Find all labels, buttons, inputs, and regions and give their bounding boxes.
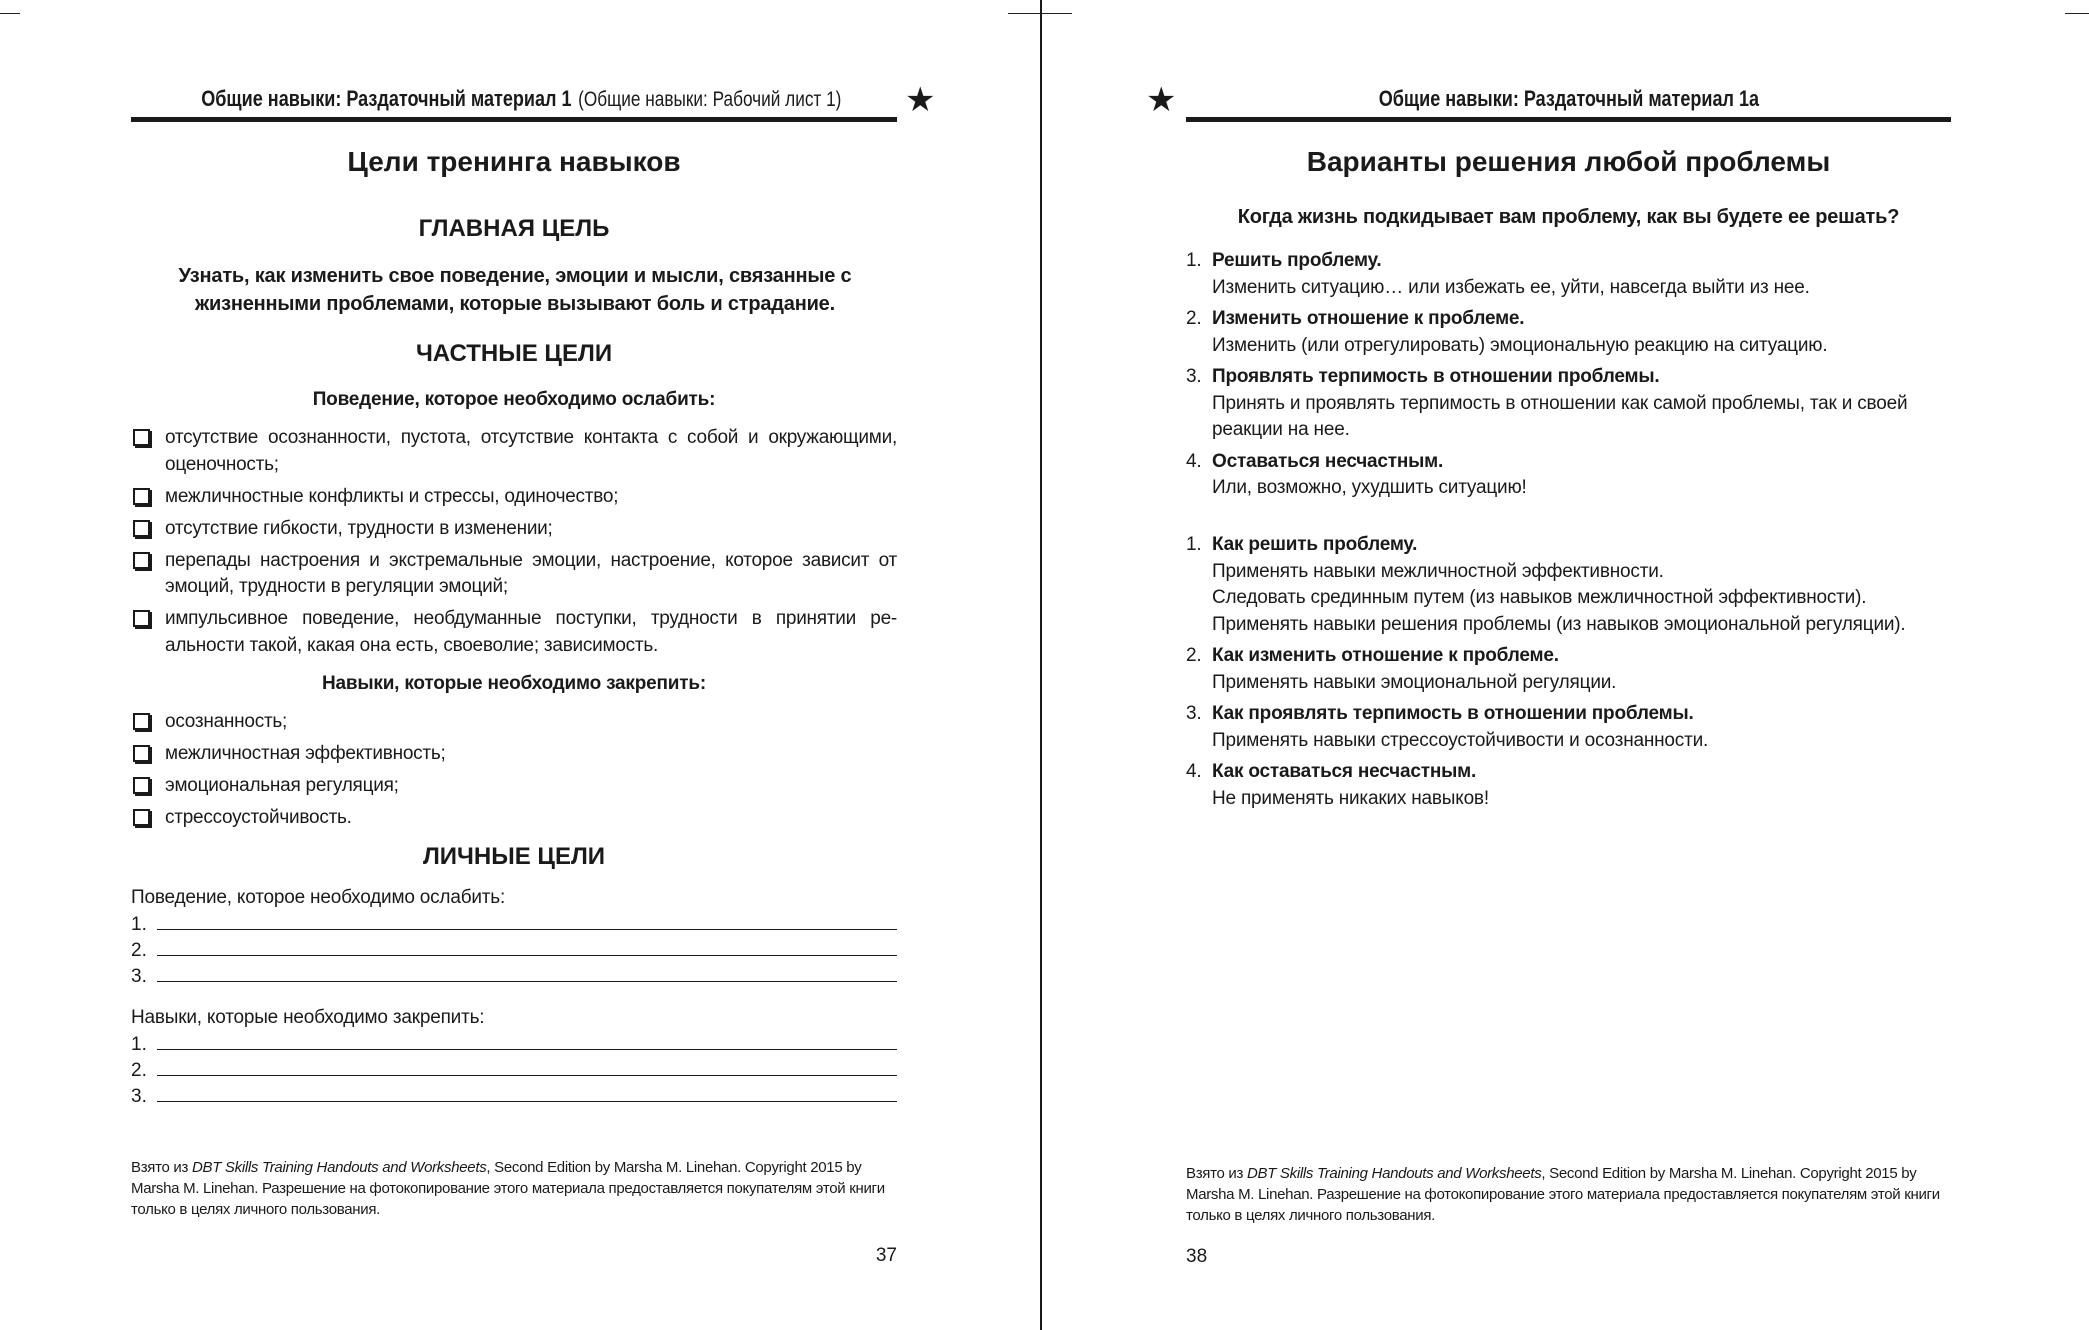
- item-line: Следовать срединным путем (из навыков межличностной эффективности).: [1212, 587, 1867, 608]
- list-item: межличностные конфликты и стрессы, одиночество;: [131, 484, 897, 511]
- item-title: Оставаться несчастным.: [1212, 450, 1444, 472]
- checkbox-icon: [133, 777, 150, 794]
- item-line: Применять навыки решения проблемы (из навыков эмоциональной регуляции).: [1212, 613, 1906, 635]
- star-icon: ★: [905, 81, 936, 119]
- item-number: 1.: [1186, 534, 1202, 555]
- item-line: Применять навыки эмоциональной регуляции.: [1212, 671, 1617, 693]
- crop-mark: [2065, 13, 2089, 14]
- list-item: [1186, 643, 1966, 696]
- item-number: 2.: [1186, 645, 1202, 666]
- list-item: эмоциональная регуляция;: [131, 773, 897, 800]
- header-main: Общие навыки: Раздаточный материал 1а: [1378, 86, 1759, 111]
- checkbox-icon: [133, 610, 150, 627]
- list-item: [1186, 532, 1966, 638]
- personal-goals-heading: ЛИЧНЫЕ ЦЕЛИ: [422, 843, 606, 870]
- blank-line[interactable]: 1.: [131, 1030, 897, 1056]
- list-item: стрессоустойчивость.: [131, 805, 897, 832]
- page-header: [131, 84, 897, 114]
- checkbox-icon: [133, 488, 150, 505]
- item-number: 4.: [1186, 450, 1202, 472]
- crop-mark: [0, 13, 20, 14]
- question: Когда жизнь подкидывает вам проблему, как вы будете ее решать?: [1237, 206, 1900, 228]
- blank-line[interactable]: 3.: [131, 962, 897, 988]
- specific-goals-heading: ЧАСТНЫЕ ЦЕЛИ: [415, 340, 613, 367]
- item-title: Изменить отношение к проблеме.: [1212, 308, 1525, 329]
- header-main: Общие навыки: Раздаточный материал 1: [201, 86, 572, 111]
- page-title: Цели тренинга навыков: [347, 146, 681, 177]
- page-number: 38: [1186, 1246, 1208, 1267]
- blank-line[interactable]: 2.: [131, 936, 897, 962]
- page-number: 37: [875, 1245, 897, 1266]
- header-rule: [131, 117, 897, 122]
- item-title: Проявлять терпимость в отношении проблемы.: [1212, 366, 1660, 387]
- item-title: Как изменить отношение к проблеме.: [1212, 645, 1559, 666]
- list-item: [1186, 449, 1956, 502]
- reduce-list: [131, 425, 897, 665]
- list-item: [1186, 306, 1956, 359]
- reduce-heading: Поведение, которое необходимо ослабить:: [312, 389, 716, 410]
- list-item: межличностная эффективность;: [131, 741, 897, 768]
- item-number: 3.: [1186, 703, 1202, 724]
- item-title: Как оставаться несчастным.: [1212, 761, 1477, 782]
- blank-line[interactable]: 2.: [131, 1056, 897, 1082]
- checkbox-icon: [133, 429, 150, 446]
- list-item: импульсивное поведение, необдуманные поступки, трудности в принятии ре-альности такой, какая она есть, своеволие; зависимость.: [131, 606, 897, 659]
- page-header: [1186, 84, 1951, 114]
- personal-increase-label: Навыки, которые необходимо закрепить:: [131, 1007, 485, 1028]
- list-item: перепады настроения и экстремальные эмоции, настроение, которое зависит от эмоций, трудности в регуляции эмоций;: [131, 548, 897, 601]
- blank-line[interactable]: 1.: [131, 910, 897, 936]
- item-title: Решить проблему.: [1212, 250, 1382, 271]
- personal-reduce-label: Поведение, которое необходимо ослабить:: [131, 887, 506, 908]
- personal-increase-blanks: [131, 1030, 897, 1108]
- main-goal-heading: ГЛАВНАЯ ЦЕЛЬ: [418, 215, 610, 242]
- copyright-footer: Взято из DBT Skills Training Handouts and Worksheets, Second Edition by Marsha M. Linehan. Copyright 2015 by Marsha M. Linehan. Разрешение на фотокопирование этого материала предоставляется покупателям этой книги только в целях личного пользования.: [131, 1159, 885, 1218]
- list-item: [1186, 701, 1966, 754]
- item-line: Принять и проявлять терпимость в отношении как самой проблемы, так и своей реакции на нее.: [1212, 392, 1908, 440]
- list-item: [1186, 364, 1956, 444]
- how-to-list: [1186, 532, 1966, 817]
- item-number: 2.: [1186, 308, 1202, 329]
- checkbox-icon: [133, 520, 150, 537]
- increase-list: [131, 709, 897, 837]
- header-rule: [1186, 117, 1951, 122]
- item-line: Изменить ситуацию… или избежать ее, уйти, навсегда выйти из нее.: [1212, 276, 1810, 298]
- item-line: Не применять никаких навыков!: [1212, 787, 1489, 809]
- blank-line[interactable]: 3.: [131, 1082, 897, 1108]
- increase-heading: Навыки, которые необходимо закрепить:: [322, 673, 706, 694]
- star-icon: ★: [1146, 81, 1177, 119]
- item-line: Изменить (или отрегулировать) эмоциональную реакцию на ситуацию.: [1212, 334, 1828, 356]
- checkbox-icon: [133, 552, 150, 569]
- page-title: Варианты решения любой проблемы: [1306, 146, 1831, 177]
- item-number: 4.: [1186, 761, 1202, 782]
- item-line: Применять навыки межличностной эффективности.: [1212, 560, 1664, 582]
- item-number: 1.: [1186, 250, 1202, 271]
- list-item: [1186, 759, 1966, 812]
- item-line: Или, возможно, ухудшить ситуацию!: [1212, 477, 1527, 498]
- options-list: [1186, 248, 1956, 507]
- copyright-footer: Взято из DBT Skills Training Handouts and Worksheets, Second Edition by Marsha M. Linehan. Copyright 2015 by Marsha M. Linehan. Разрешение на фотокопирование этого материала предоставляется покупателям этой книги только в целях личного пользования.: [1186, 1165, 1940, 1224]
- checkbox-icon: [133, 809, 150, 826]
- item-line: Применять навыки стрессоустойчивости и осознанности.: [1212, 729, 1709, 751]
- item-number: 3.: [1186, 366, 1202, 387]
- list-item: отсутствие гибкости, трудности в изменении;: [131, 516, 897, 543]
- checkbox-icon: [133, 745, 150, 762]
- list-item: отсутствие осознанности, пустота, отсутствие контакта с собой и окружающими, оценочность;: [131, 425, 897, 478]
- header-sub: (Общие навыки: Рабочий лист 1): [578, 88, 842, 111]
- list-item: [1186, 248, 1956, 301]
- list-item: осознанность;: [131, 709, 897, 736]
- item-title: Как проявлять терпимость в отношении проблемы.: [1212, 703, 1694, 724]
- checkbox-icon: [133, 713, 150, 730]
- book-spine: [1040, 0, 1042, 1330]
- item-title: Как решить проблему.: [1212, 534, 1418, 555]
- personal-reduce-blanks: [131, 910, 897, 988]
- main-goal-text: Узнать, как изменить свое поведение, эмоции и мысли, связанные с жизненными проблемами, которые вызывают боль и страдание.: [178, 265, 852, 315]
